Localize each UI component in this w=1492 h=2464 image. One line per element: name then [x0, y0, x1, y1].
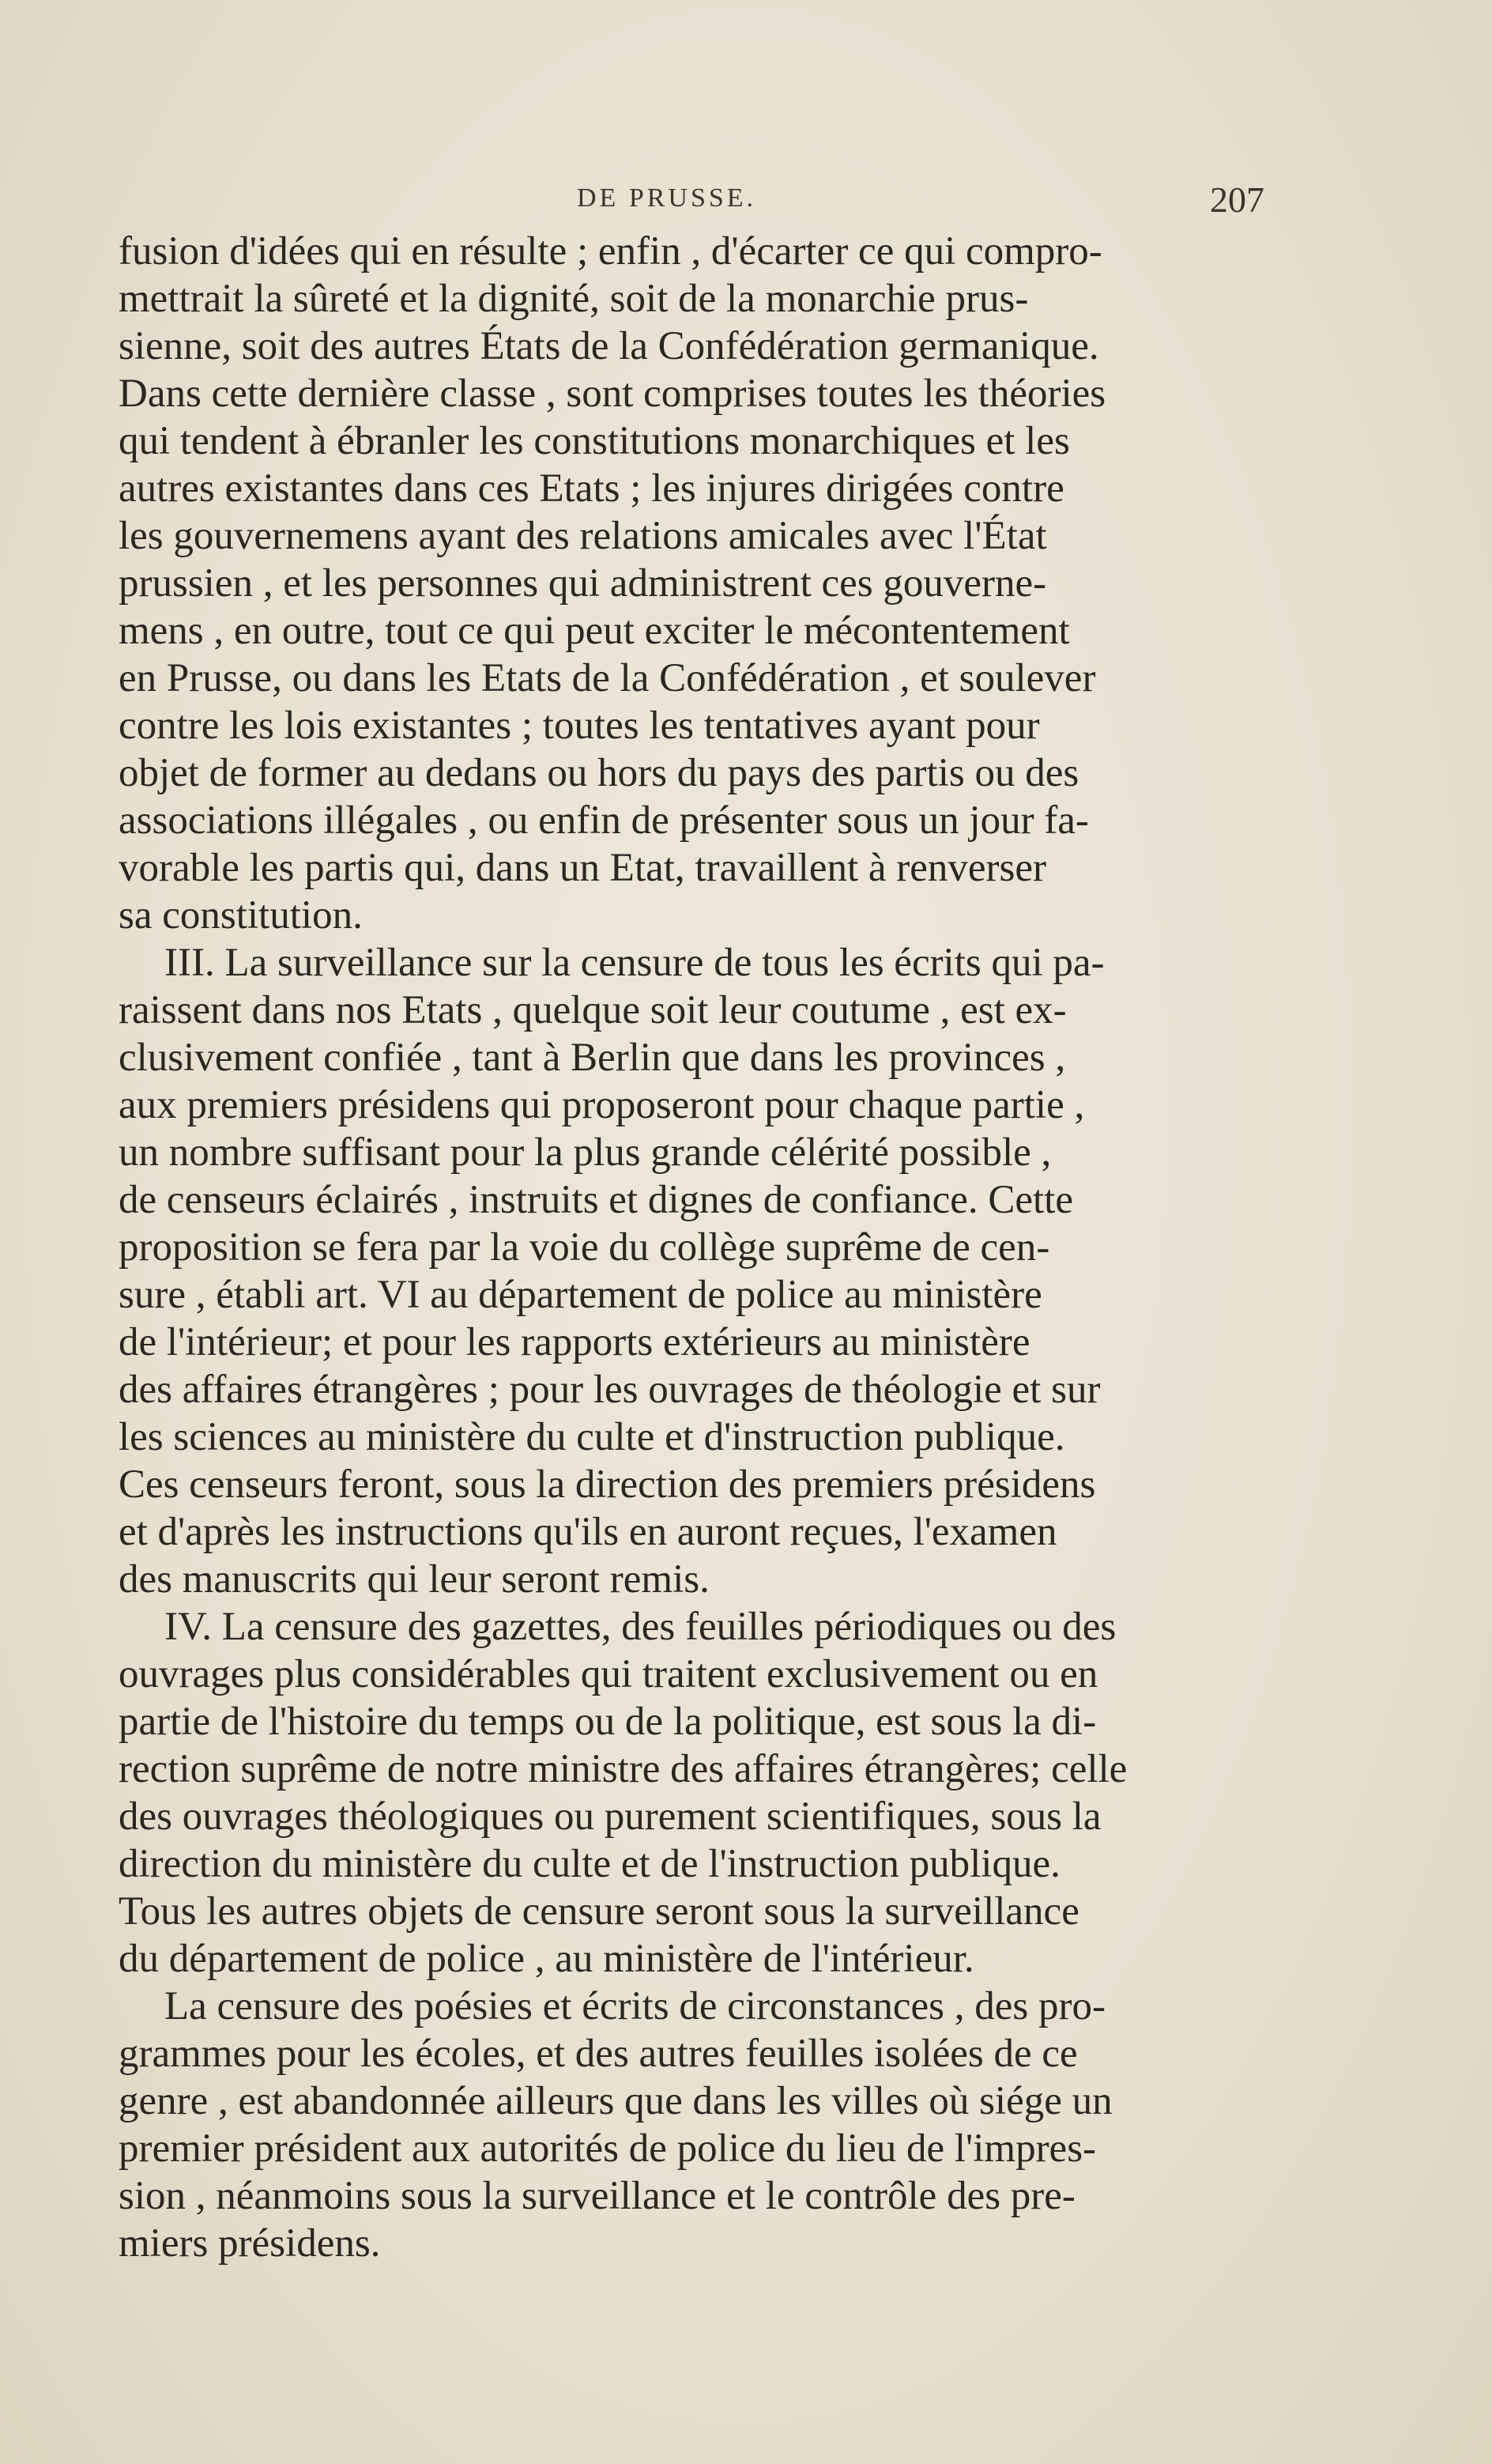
- text-line: sion , néanmoins sous la surveillance et le contrôle des pre-: [119, 2174, 1076, 2218]
- paragraph-start-line: IV. La censure des gazettes, des feuilles périodiques ou des: [164, 1605, 1117, 1649]
- text-line: premier président aux autorités de police du lieu de l'impres-: [119, 2126, 1097, 2171]
- text-line: les sciences au ministère du culte et d'instruction publique.: [119, 1415, 1065, 1459]
- text-line: rection suprême de notre ministre des affaires étrangères; celle: [119, 1747, 1128, 1791]
- text-line: en Prusse, ou dans les Etats de la Confédération , et soulever: [119, 656, 1096, 700]
- text-line: sienne, soit des autres États de la Confédération germanique.: [119, 324, 1099, 368]
- text-line: vorable les partis qui, dans un Etat, travaillent à renverser: [119, 846, 1046, 890]
- text-line: objet de former au dedans ou hors du pays des partis ou des: [119, 751, 1079, 795]
- text-line: fusion d'idées qui en résulte ; enfin , d'écarter ce qui compro-: [119, 229, 1102, 274]
- text-line: des affaires étrangères ; pour les ouvrages de théologie et sur: [119, 1368, 1101, 1412]
- text-line: genre , est abandonnée ailleurs que dans les villes où siége un: [119, 2079, 1113, 2123]
- page-header: [119, 179, 1264, 231]
- text-line: contre les lois existantes ; toutes les tentatives ayant pour: [119, 704, 1040, 748]
- text-line: grammes pour les écoles, et des autres feuilles isolées de ce: [119, 2032, 1078, 2076]
- text-line: aux premiers présidens qui proposeront pour chaque partie ,: [119, 1083, 1085, 1127]
- text-line: miers présidens.: [119, 2221, 381, 2266]
- text-line: prussien , et les personnes qui administrent ces gouverne-: [119, 561, 1047, 606]
- text-line: de censeurs éclairés , instruits et dignes de confiance. Cette: [119, 1178, 1073, 1222]
- text-line: qui tendent à ébranler les constitutions monarchiques et les: [119, 419, 1070, 463]
- text-line: associations illégales , ou enfin de présenter sous un jour fa-: [119, 798, 1089, 843]
- text-line: les gouvernemens ayant des relations amicales avec l'État: [119, 514, 1047, 558]
- page-number: 207: [1210, 179, 1264, 220]
- text-line: mens , en outre, tout ce qui peut exciter le mécontentement: [119, 609, 1070, 653]
- text-line: raissent dans nos Etats , quelque soit leur coutume , est ex-: [119, 988, 1067, 1032]
- text-line: Ces censeurs feront, sous la direction des premiers présidens: [119, 1462, 1096, 1507]
- text-line: et d'après les instructions qu'ils en auront reçues, l'examen: [119, 1510, 1057, 1554]
- text-line: Dans cette dernière classe , sont comprises toutes les théories: [119, 372, 1106, 416]
- text-line: du département de police , au ministère de l'intérieur.: [119, 1937, 974, 1981]
- text-line: sure , établi art. VI au département de police au ministère: [119, 1273, 1042, 1317]
- text-line: des ouvrages théologiques ou purement scientifiques, sous la: [119, 1794, 1102, 1839]
- paragraph-start-line: III. La surveillance sur la censure de tous les écrits qui pa-: [164, 941, 1105, 985]
- text-line: des manuscrits qui leur seront remis.: [119, 1557, 710, 1602]
- text-line: de l'intérieur; et pour les rapports extérieurs au ministère: [119, 1320, 1030, 1364]
- text-line: autres existantes dans ces Etats ; les injures dirigées contre: [119, 466, 1064, 511]
- text-line: partie de l'histoire du temps ou de la politique, est sous la di-: [119, 1700, 1097, 1744]
- text-line: ouvrages plus considérables qui traitent exclusivement ou en: [119, 1652, 1098, 1696]
- paragraph-start-line: La censure des poésies et écrits de circonstances , des pro-: [164, 1984, 1106, 2028]
- text-line: mettrait la sûreté et la dignité, soit de la monarchie prus-: [119, 277, 1029, 321]
- text-line: clusivement confiée , tant à Berlin que dans les provinces ,: [119, 1036, 1066, 1080]
- text-line: Tous les autres objets de censure seront sous la surveillance: [119, 1889, 1079, 1934]
- text-line: direction du ministère du culte et de l'instruction publique.: [119, 1842, 1061, 1886]
- text-line: un nombre suffisant pour la plus grande célérité possible ,: [119, 1130, 1052, 1175]
- text-line: proposition se fera par la voie du collège suprême de cen-: [119, 1225, 1050, 1270]
- running-head: DE PRUSSE.: [577, 183, 757, 213]
- text-line: sa constitution.: [119, 893, 363, 938]
